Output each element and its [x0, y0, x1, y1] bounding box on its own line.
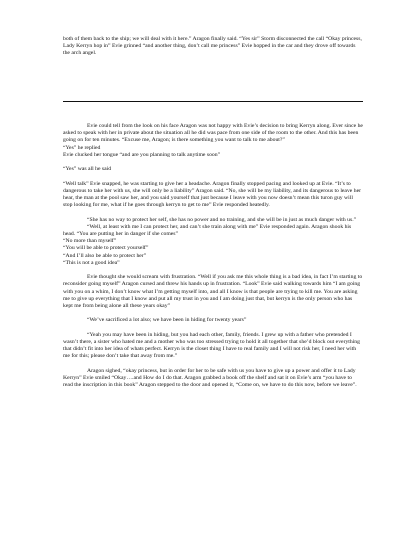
body-paragraph: Evie clucked her tongue “and are you planning to talk anytime soon”	[63, 151, 221, 158]
body-paragraph: “This is not a good idea”	[63, 259, 120, 266]
body-paragraph: “Yeah you may have been in hiding, but you had each other, family, friends. I grew up with a father who pretended I wasn’t there, a sister who hated me and a mother who was too stressed trying to hold it all together that she’d block out everything that didn’t fit into her idea of whats perfect. Kerryn is the closet thing I have to real family and I will not risk her, I need her with me for this; please don’t take that away from me.”	[63, 331, 360, 360]
body-paragraph: “You will be able to protect yourself”	[63, 245, 149, 252]
body-paragraph: Evie thought she would scream with frustration. “Well if you ask me this whole thing is a bad idea, in fact I’m starting to reconsider going myself” Aragon cursed and threw his hands up in frustration. “Look” Evie said walking towards him “I am going with you on a whim, I don’t know what I’m getting myself into, and all I know is that people are trying to kill me. You are asking me to give up everything that I know and put all my trust in you and I am doing just that, but kerryn is the only person who has kept me from being alone all these years okay”	[63, 274, 363, 310]
paragraph-gap	[63, 361, 363, 368]
body-text	[63, 123, 363, 389]
body-paragraph: “Well, at least with me I can protect her, and can’t she train along with me” Evie responded again. Aragon shook his head. “You are putting her in danger if she comes”	[63, 223, 352, 237]
body-paragraph: Aragon sighed, “okay princess, but in order for her to be safe with us you have to give up a power and offer it to Lady Kerryn” Evie smiled “Okay….and How do I do that. Aragon grabbed a book off the shelf and sat it on Evie’s arm “you have to read the inscription in this book” Aragon stepped to the door and opened it, “Come on, we have to do this now, before we leave”.	[63, 367, 357, 389]
passage-paragraph: both of them back to the ship; we will deal with it here.” Aragon finally said. “Yes sir” Storm disconnected the call “Okay princess, Lady Kerryn hop in” Evie grinned “and another thing, don’t call me princess” Evie hopped in the car and they drove off towards the arch angel.	[63, 36, 362, 57]
top-passage	[63, 36, 363, 58]
section-divider	[63, 101, 363, 102]
body-paragraph: “She has no way to protect her self, she has no power and no training, and she will be in just as much danger with us.”	[87, 216, 357, 223]
body-paragraph: “And I’ll also be able to protect her”	[63, 252, 147, 259]
body-paragraph: “Yes” was all he said	[63, 166, 112, 173]
body-paragraph: “Yes” he replied	[63, 144, 101, 151]
body-paragraph: Evie could tell from the look on his face Aragon was not happy with Evie’s decision to bring Kerryn along. Ever since he asked to speak with her in private about the situation all he did was pace from one side of the room to the other. And this has been going on for ten minutes. “Excuse me, Aragon; is there something you want to talk to me about?”	[63, 123, 363, 144]
body-paragraph: “No more than myself”	[63, 238, 117, 245]
body-paragraph: “Well talk” Evie snapped, he was starting to give her a headache. Aragon finally stopped pacing and looked up at Evie. “It’s to dangerous to take her with us, she will only be a liability” Aragon said. “No, she will be my liability, and its dangerous to leave her hear, the man at the pool saw her, and you said yourself that just because I leave with you now doesn’t mean this turon guy will stop looking for me, what if he goes through kerryn to get to me” Evie responded heatedly.	[63, 180, 361, 209]
paragraph-gap	[63, 209, 363, 216]
paragraph-gap	[63, 173, 363, 180]
paragraph-gap	[63, 325, 363, 332]
body-paragraph: “We’ve sacrificed a lot also; we have been in hiding for twenty years”	[87, 317, 247, 324]
